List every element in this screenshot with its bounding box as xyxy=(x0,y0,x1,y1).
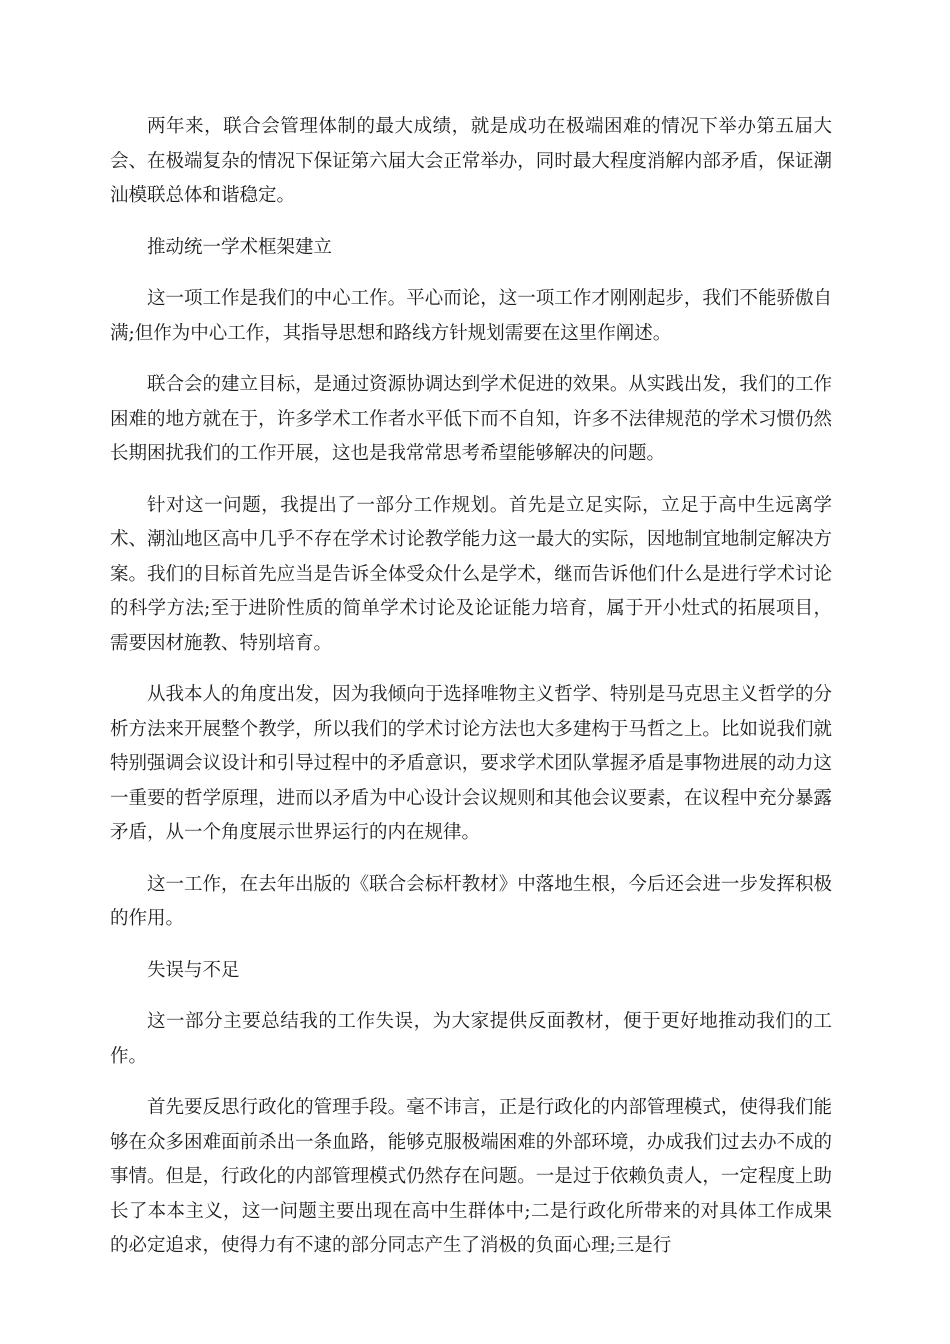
paragraph-administrative-reflection: 首先要反思行政化的管理手段。毫不讳言，正是行政化的内部管理模式，使得我们能够在众多困难面前杀出一条血路，能够克服极端困难的外部环境，办成我们过去办不成的事情。但是，行政化的内部管理模式仍然存在问题。一是过于依赖负责人，一定程度上助长了本本主义，这一问题主要出现在高中生群体中;二是行政化所带来的对具体工作成果的必定追求，使得力有不逮的部分同志产生了消极的负面心理;三是行 xyxy=(110,1097,832,1256)
paragraph-work-plan: 针对这一问题，我提出了一部分工作规划。首先是立足实际，立足于高中生远离学术、潮汕地区高中几乎不存在学术讨论教学能力这一最大的实际，因地制宜地制定解决方案。我们的目标首先应当是告诉全体受众什么是学术，继而告诉他们什么是进行学术讨论的科学方法;至于进阶性质的简单学术讨论及论证能力培育，属于开小灶式的拓展项目，需要因材施教、特别培育。 xyxy=(110,494,832,654)
paragraph-achievements: 两年来，联合会管理体制的最大成绩，就是成功在极端困难的情况下举办第五届大会、在极端复杂的情况下保证第六届大会正常举办，同时最大程度消解内部矛盾，保证潮汕模联总体和谐稳定。 xyxy=(110,116,832,206)
paragraph-textbook: 这一工作，在去年出版的《联合会标杆教材》中落地生根，今后还会进一步发挥积极的作用。 xyxy=(110,873,832,929)
section-heading-mistakes: 失误与不足 xyxy=(147,959,240,981)
paragraph-goals: 联合会的建立目标，是通过资源协调达到学术促进的效果。从实践出发，我们的工作困难的地方就在于，许多学术工作者水平低下而不自知，许多不法律规范的学术习惯仍然长期困扰我们的工作开展，这也是我常常思考希望能够解决的问题。 xyxy=(110,374,832,464)
paragraph-central-work: 这一项工作是我们的中心工作。平心而论，这一项工作才刚刚起步，我们不能骄傲自满;但作为中心工作，其指导思想和路线方针规划需要在这里作阐述。 xyxy=(110,288,832,344)
document-body xyxy=(110,110,832,1281)
paragraph-philosophy-method: 从我本人的角度出发，因为我倾向于选择唯物主义哲学、特别是马克思主义哲学的分析方法来开展整个教学，所以我们的学术讨论方法也大多建构于马哲之上。比如说我们就特别强调会议设计和引导过程中的矛盾意识，要求学术团队掌握矛盾是事物进展的动力这一重要的哲学原理，进而以矛盾为中心设计会议规则和其他会议要素，在议程中充分暴露矛盾，从一个角度展示世界运行的内在规律。 xyxy=(110,684,832,843)
paragraph-mistakes-intro: 这一部分主要总结我的工作失误，为大家提供反面教材，便于更好地推动我们的工作。 xyxy=(110,1011,832,1067)
section-heading-academic-framework: 推动统一学术框架建立 xyxy=(147,236,333,258)
